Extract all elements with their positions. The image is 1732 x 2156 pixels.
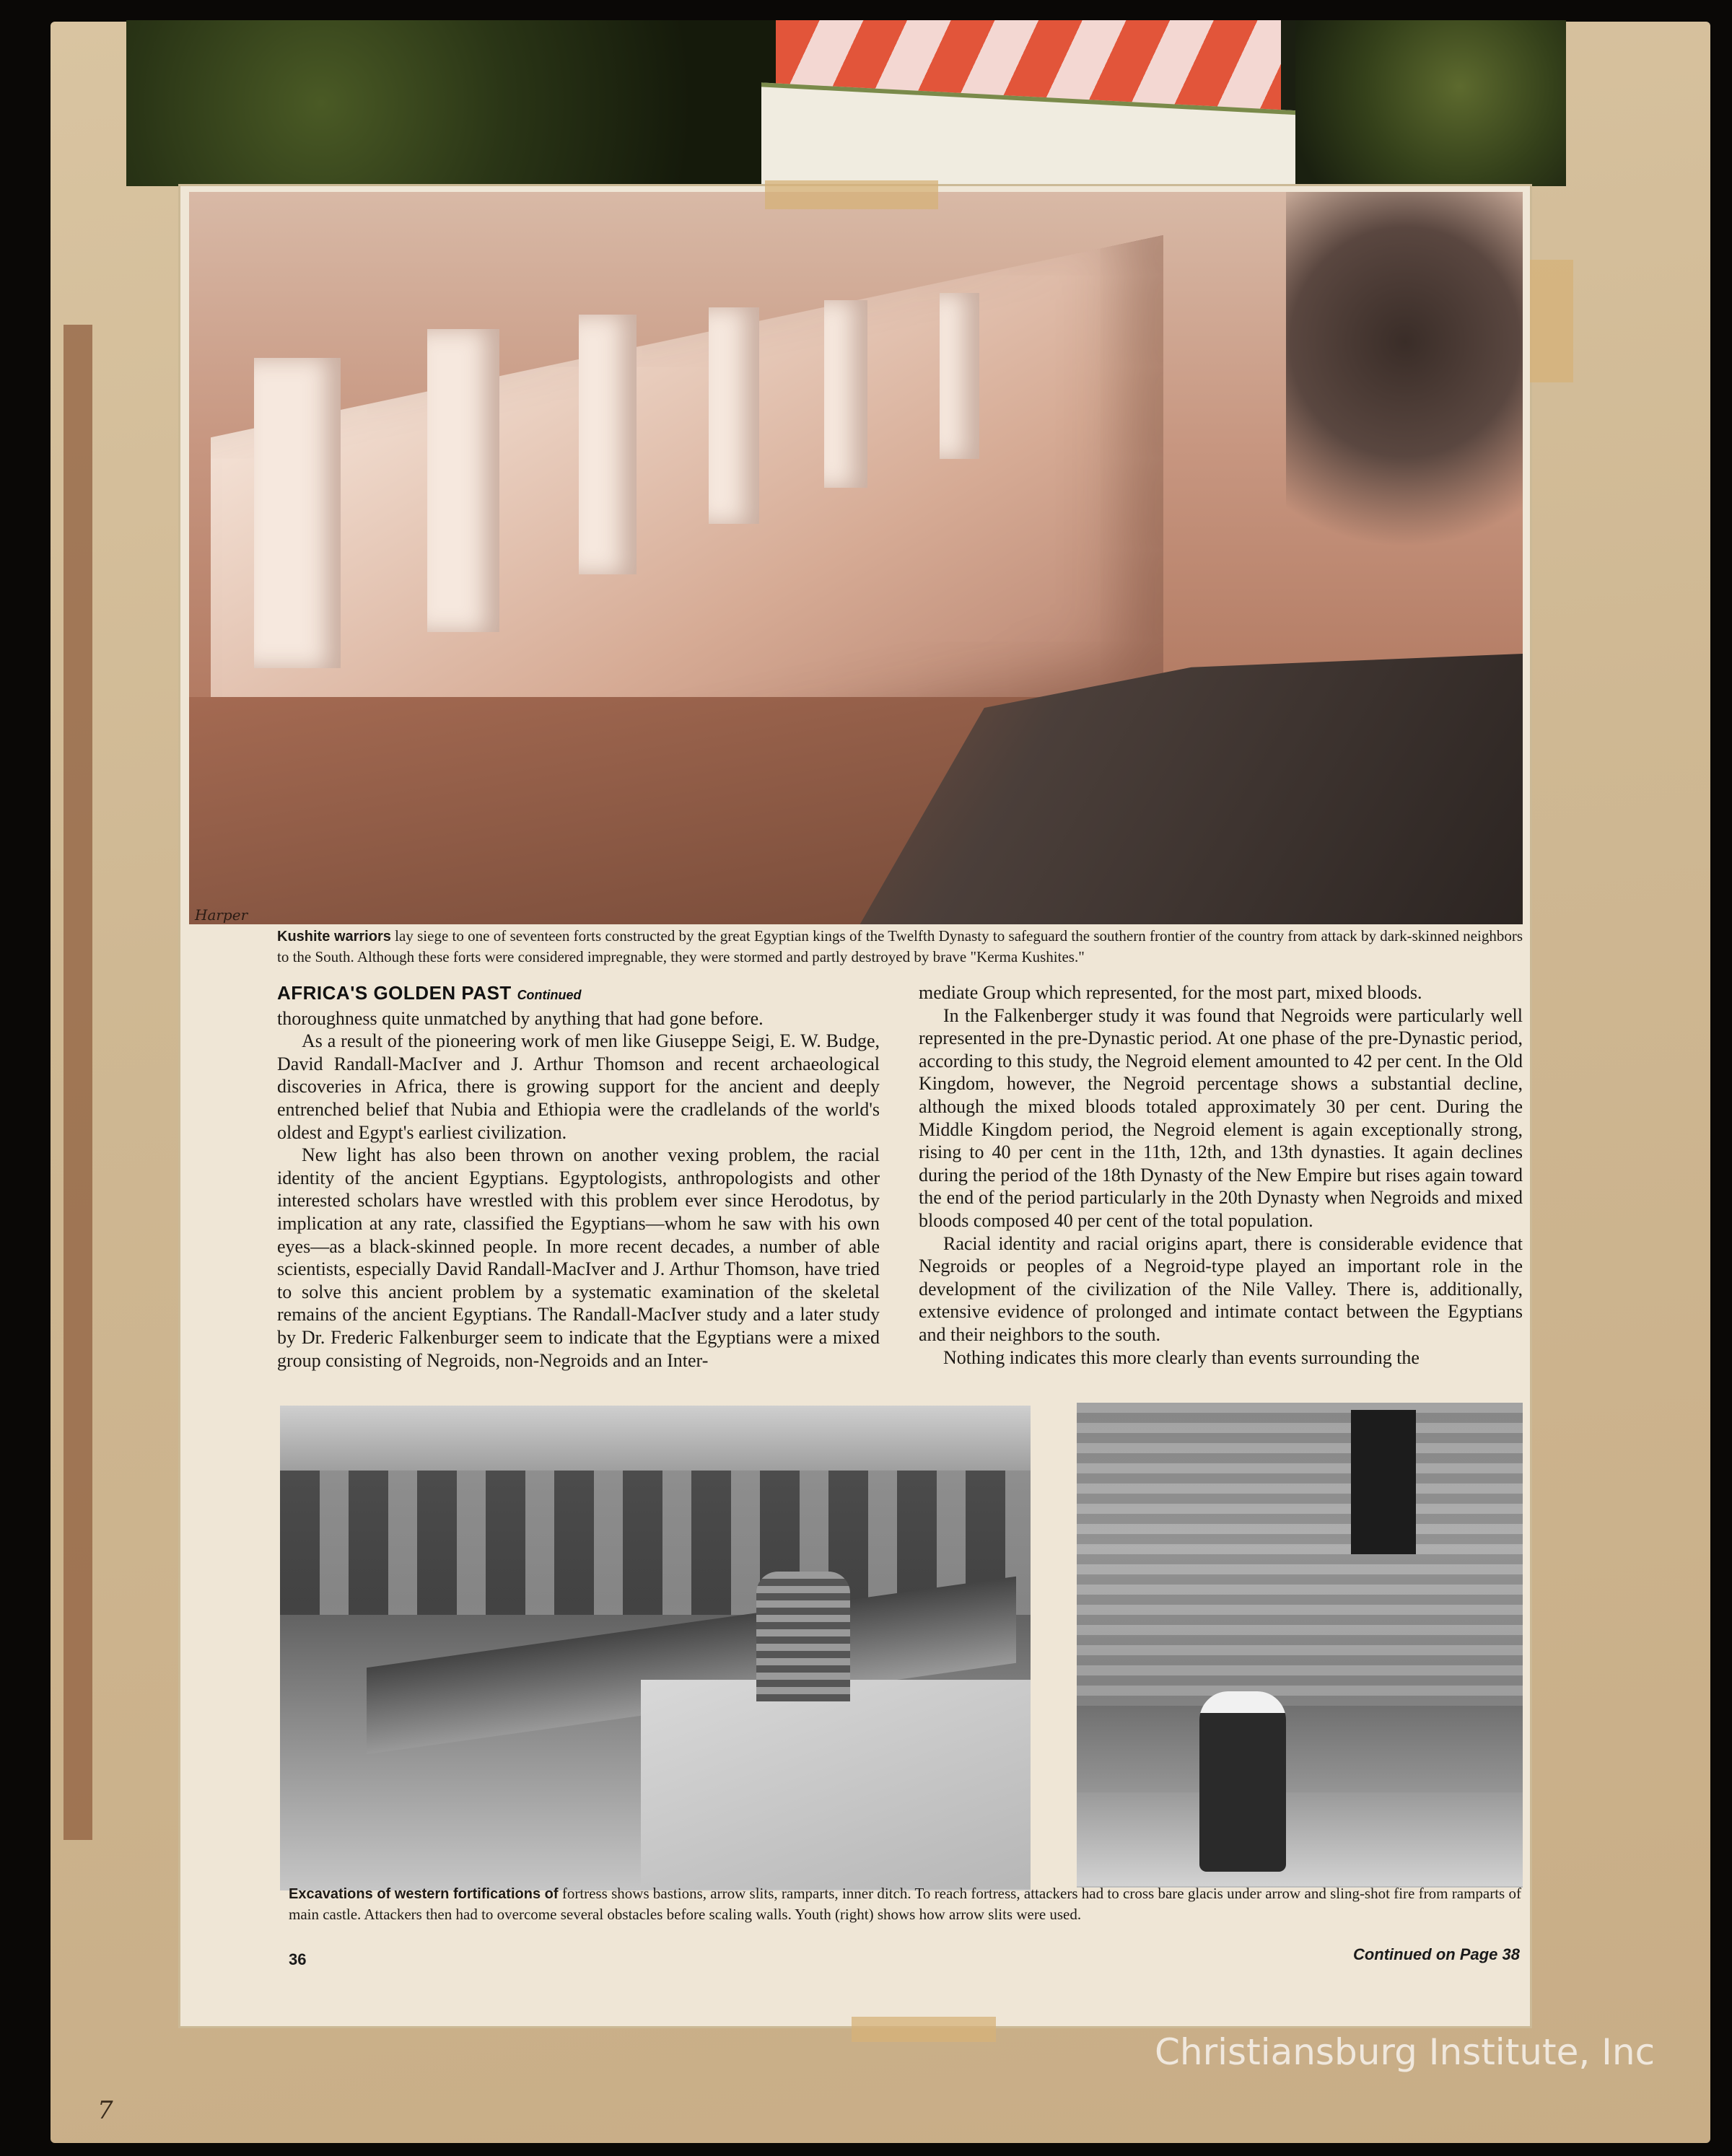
backing-edge-strip <box>64 325 92 1840</box>
photo-caption <box>289 1883 1521 1924</box>
hero-caption-lead: Kushite warriors <box>277 929 391 945</box>
tape-bottom <box>852 2017 996 2042</box>
watermark: Christiansburg Institute, Inc <box>1155 2031 1656 2073</box>
paragraph: In the Falkenberger study it was found that Negroids were particularly well represented in the pre-Dynastic period. At one phase of the pre-Dynastic period, according to this study, the Negroid element amounted to 42 per cent. In the Old Kingdom, however, the Negroid percentage shows a substantial decline, although the mixed bloods totaled approximately 30 per cent. During the Middle Kingdom period, the Negroid element is again exceptionally strong, rising to 40 per cent in the 11th, 12th, and 13th dynasties. It again declines during the period of the 18th Dynasty of the New Empire but rises again toward the end of the period particularly in the 20th Dynasty when Negroids and mixed bloods composed 40 per cent of the total population. <box>919 1004 1523 1231</box>
tape-top <box>765 180 938 209</box>
paragraph: Nothing indicates this more clearly than events surrounding the <box>943 1346 1420 1368</box>
paragraph: As a result of the pioneering work of men like Giuseppe Seigi, E. W. Budge, David Randall-MacIver and J. Arthur Thomson and recent archaeological discoveries in Africa, there is growing support for the ancient and deeply entrenched belief that Nubia and Ethiopia were the cradlelands of the world's oldest and Egypt's earliest civilization. <box>277 1030 880 1143</box>
hero-caption-text: lay siege to one of seventeen forts constructed by the great Egyptian kings of the Twelfth Dynasty to safeguard the southern frontier of the country from attack by dark-skinned neighbors to the South. Although these forts were considered impregnable, they were stormed and partly destroyed by brave "Kerma Kushites." <box>277 927 1523 965</box>
overlapping-color-illustration <box>126 20 1566 186</box>
artist-signature: Harper <box>195 906 248 924</box>
paragraph: New light has also been thrown on another vexing problem, the racial identity of the ancient Egyptians. Egyptologists, anthropologists and other interested scholars have wrestled with this problem ever since Herodotus, by implication at any rate, classified the Egyptians—whom he saw with his own eyes—as a black-skinned people. In more recent decades, a number of able scientists, especially David Randall-MacIver and J. Arthur Thomson, have tried to solve this ancient problem by a systematic examination of the skeletal remains of the ancient Egyptians. The Randall-MacIver study and a later study by Dr. Frederic Falkenburger seem to indicate that the Egyptians were a mixed group consisting of Negroids, non-Negroids and an Inter- <box>277 1144 880 1371</box>
photo-caption-lead: Excavations of western fortifications of <box>289 1886 559 1902</box>
bastion <box>756 1572 850 1701</box>
kushite-siege-illustration <box>189 192 1523 924</box>
article-left-column <box>277 982 880 1372</box>
article-right-column <box>919 981 1523 1369</box>
magazine-page <box>180 186 1530 2026</box>
photo-caption-text: fortress shows bastions, arrow slits, ramparts, inner ditch. To reach fortress, attackers had to cross bare glacis under arrow and sling-shot fire from ramparts of main castle. Attackers then had to overcome several obstacles before scaling walls. Youth (right) shows how arrow slits were used. <box>289 1885 1522 1923</box>
smoke-plume <box>1286 192 1523 567</box>
paragraph: mediate Group which represented, for the most part, mixed bloods. <box>919 982 1422 1003</box>
youth-arrow-slit-photo <box>1077 1403 1523 1888</box>
tape-right <box>1530 260 1573 382</box>
youth-figure <box>1199 1691 1286 1872</box>
paragraph: thoroughness quite unmatched by anything that had gone before. <box>277 1007 764 1029</box>
article-heading: AFRICA'S GOLDEN PAST Continued <box>277 982 582 1004</box>
heading-continued: Continued <box>517 988 582 1002</box>
arrow-slit <box>1351 1410 1416 1554</box>
paragraph: Racial identity and racial origins apart, there is considerable evidence that Negroids or peoples of a Negroid-type played an important role in the development of the civilization of the Nile Valley. There is, additionally, extensive evidence of prolonged and intimate contact between the Egyptians and their neighbors to the south. <box>919 1232 1523 1345</box>
excavation-photo <box>280 1406 1031 1890</box>
page-number: 36 <box>289 1950 307 1968</box>
corner-handwritten-mark: 7 <box>97 2096 113 2125</box>
continued-line: Continued on Page 38 <box>1352 1945 1520 1963</box>
hero-caption <box>277 926 1523 967</box>
